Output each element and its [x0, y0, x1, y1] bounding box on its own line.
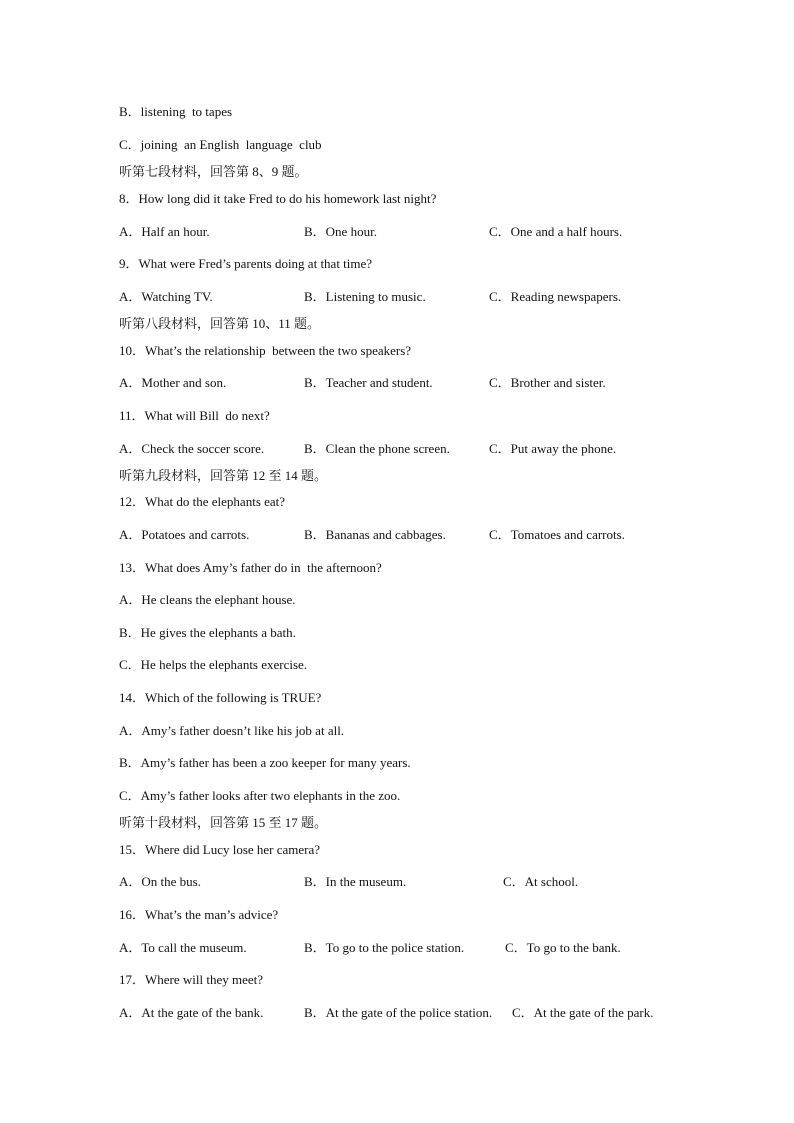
question-10-option-c: C．Brother and sister. [489, 375, 606, 390]
question-8-option-c: C．One and a half hours. [489, 224, 623, 239]
question-11-option-c: C．Put away the phone. [489, 441, 617, 456]
question-9-option-b: B．Listening to music. [304, 289, 426, 304]
question-8-option-b: B．One hour. [304, 224, 377, 239]
question-8-option-a: A．Half an hour. [119, 224, 210, 239]
question-15-option-b: B．In the museum. [304, 874, 407, 889]
question-14: 14．Which of the following is TRUE? [119, 690, 322, 705]
question-10-option-b: B．Teacher and student. [304, 375, 433, 390]
question-12-option-b: B．Bananas and cabbages. [304, 527, 446, 542]
question-15: 15．Where did Lucy lose her camera? [119, 842, 321, 857]
section-7-heading: 听第七段材料，回答第 8、9 题。 [119, 164, 308, 179]
question-17-option-a: A．At the gate of the bank. [119, 1005, 264, 1020]
section-9-heading: 听第九段材料，回答第 12 至 14 题。 [119, 468, 328, 483]
question-14-option-b: B．Amy’s father has been a zoo keeper for many years. [119, 755, 411, 770]
question-17-option-c: C．At the gate of the park. [512, 1005, 654, 1020]
question-11-option-a: A．Check the soccer score. [119, 441, 265, 456]
question-16: 16．What’s the man’s advice? [119, 907, 279, 922]
question-13-option-c: C．He helps the elephants exercise. [119, 657, 308, 672]
question-12-option-c: C．Tomatoes and carrots. [489, 527, 625, 542]
question-16-option-b: B．To go to the police station. [304, 940, 465, 955]
question-13-option-b: B．He gives the elephants a bath. [119, 625, 296, 640]
question-9-option-a: A．Watching TV. [119, 289, 213, 304]
question-17: 17．Where will they meet? [119, 972, 264, 987]
question-17-option-b: B．At the gate of the police station. [304, 1005, 493, 1020]
question-13-option-a: A．He cleans the elephant house. [119, 592, 296, 607]
question-14-option-a: A．Amy’s father doesn’t like his job at all. [119, 723, 345, 738]
question-9-option-c: C．Reading newspapers. [489, 289, 622, 304]
question-15-option-a: A．On the bus. [119, 874, 201, 889]
question-10-option-a: A．Mother and son. [119, 375, 227, 390]
question-10: 10．What’s the relationship between the two speakers? [119, 343, 412, 358]
question-16-option-c: C．To go to the bank. [505, 940, 621, 955]
question-11: 11．What will Bill do next? [119, 408, 270, 423]
section-8-heading: 听第八段材料，回答第 10、11 题。 [119, 316, 321, 331]
question-16-option-a: A．To call the museum. [119, 940, 247, 955]
question-8: 8．How long did it take Fred to do his homework last night? [119, 191, 437, 206]
question-15-option-c: C．At school. [503, 874, 579, 889]
question-14-option-c: C．Amy’s father looks after two elephants in the zoo. [119, 788, 401, 803]
option-c-english-club: C．joining an English language club [119, 137, 322, 152]
question-13: 13．What does Amy’s father do in the afternoon? [119, 560, 382, 575]
question-12: 12．What do the elephants eat? [119, 494, 286, 509]
question-9: 9．What were Fred’s parents doing at that time? [119, 256, 373, 271]
section-10-heading: 听第十段材料，回答第 15 至 17 题。 [119, 815, 328, 830]
option-b-listening-tapes: B．listening to tapes [119, 104, 233, 119]
question-11-option-b: B．Clean the phone screen. [304, 441, 450, 456]
question-12-option-a: A．Potatoes and carrots. [119, 527, 250, 542]
